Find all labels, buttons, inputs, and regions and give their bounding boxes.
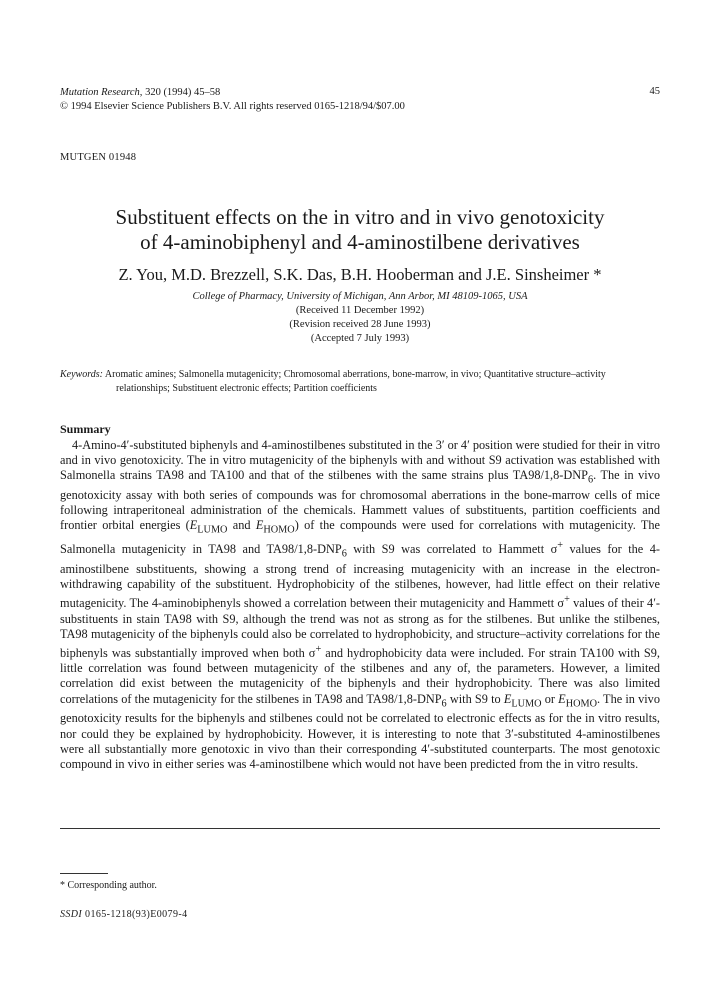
article-title [60,205,660,255]
summary-heading: Summary [60,422,111,436]
affiliation-block [60,290,660,346]
citation-volume: 320 (1994) 45–58 [142,87,221,98]
keywords [60,368,660,395]
journal-name: Mutation Research, [60,87,143,98]
title-line-1: Substituent effects on the in vitro and in vivo genotoxicity [115,205,605,229]
received-date: (Received 11 December 1992) [295,305,425,316]
copyright-line: © 1994 Elsevier Science Publishers B.V. All rights reserved 0165-1218/94/$07.00 [60,101,405,112]
ssdi-label: SSDI [60,909,83,920]
keywords-text: Aromatic amines; Salmonella mutagenicity; Chromosomal aberrations, bone-marrow, in vivo; Quantitative structure–activity relationships; Substituent electronic effects; Partition coefficients [102,369,606,394]
ssdi-number: 0165-1218(93)E0079-4 [82,909,188,920]
author-list: Z. You, M.D. Brezzell, S.K. Das, B.H. Hooberman and J.E. Sinsheimer * [118,265,602,284]
corresponding-author-footnote: * Corresponding author. [60,880,157,891]
page-number: 45 [649,86,660,97]
keywords-label: Keywords: [60,369,103,380]
journal-header [60,86,405,114]
affiliation: College of Pharmacy, University of Michigan, Ann Arbor, MI 48109-1065, USA [192,291,528,302]
footnote-divider [60,873,108,874]
title-line-2: of 4-aminobiphenyl and 4-aminostilbene derivatives [140,230,580,254]
summary-divider [60,828,660,829]
revised-date: (Revision received 28 June 1993) [289,319,431,330]
summary-paragraph: 4-Amino-4′-substituted biphenyls and 4-aminostilbenes substituted in the 3′ or 4′ position were studied for their in vitro and in vivo genotoxicity. The in vitro mutagenicity of the biphenyls with and without S9 activation was established with Salmonella strains TA98 and TA100 and that of the stilbenes with the same strains plus $TA98/1,8-DNP_6$. The in vivo genotoxicity assay with both series of compounds was for chromosomal aberrations in the bone-marrow cells of mice following intraperitoneal administration of the chemicals. Hammett values of substituents, partition coefficients and frontier orbital energies ($E_{LUMO}$ and $E_{HOMO}$) of the compounds were used for correlations with mutagenicity. The Salmonella mutagenicity in TA98 and $TA98/1,8-DNP_6$ with S9 was correlated to Hammett σ+ values for the 4-aminostilbene substituents, showing a strong trend of increasing mutagenicity with an increase in the electron-withdrawing capability of the substituent. Hydrophobicity of the stilbenes, however, had little effect on their relative mutagenicity. The 4-aminobiphenyls showed a correlation between their mutagenicity and Hammett σ+ values of their 4′-substituents in stain TA98 with S9, although the trend was not as strong as for the stilbenes. But unlike the stilbenes, TA98 mutagenicity of the biphenyls could also be correlated to hydrophobicity, and structure–activity correlations for the biphenyls was substantially improved when both σ+ and hydrophobicity data were included. For strain TA100 with S9, little correlation was found between mutagenicity of the stilbenes and any of, the parameters. However, a limited correlation did exist between the mutagenicity of the biphenyls and their hydrophobicity. There was also limited correlations of the mutagenicity for the stilbenes in TA98 and $TA98/1,8-DNP_6$ with S9 to $E_{LUMO}$ or $E_{HOMO}$. The in vivo genotoxicity results for the biphenyls and stilbenes could not be correlated to electronic effects as for the in vitro results, nor could they be explained by hydrophobicity. However, it is interesting to note that 3′-substituted 4-aminostilbenes were all substantially more genotoxic in vivo than their corresponding 4′-substituted counterparts. The most genotoxic compound in vivo in either series was 4-aminostilbene which would not have been predicted from the in vitro results. [60,438,660,771]
ssdi-code [60,909,188,920]
journal-citation [60,86,405,100]
accepted-date: (Accepted 7 July 1993) [310,333,410,344]
article-code: MUTGEN 01948 [60,152,137,163]
